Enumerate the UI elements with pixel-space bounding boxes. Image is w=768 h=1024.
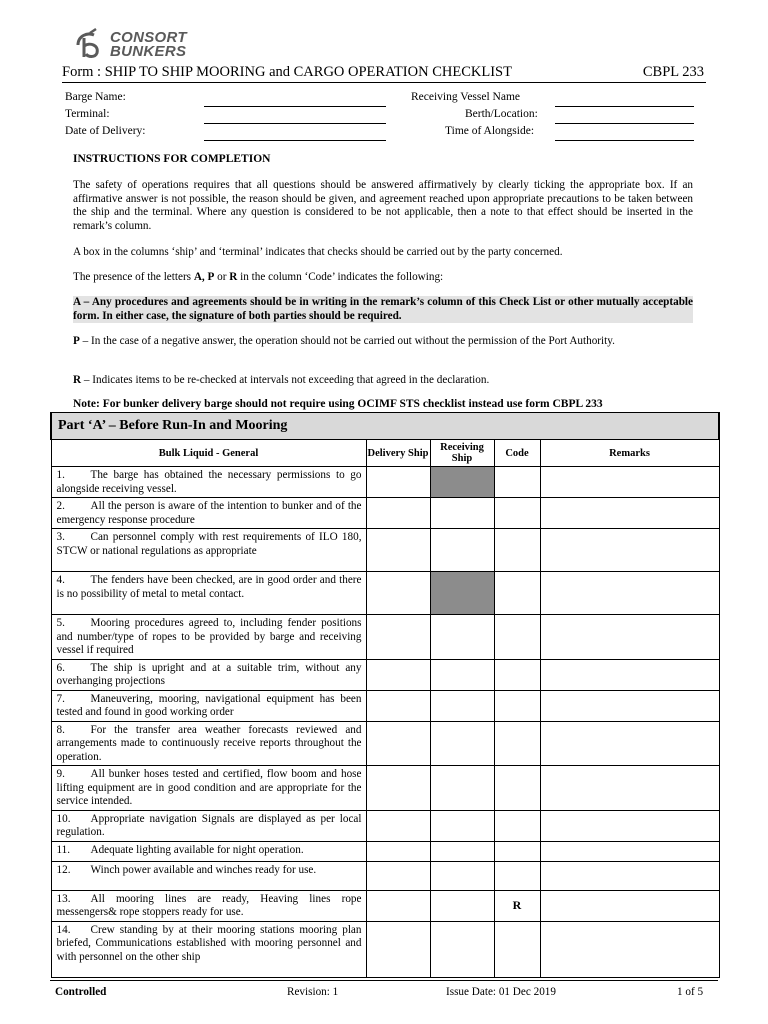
footer-page: 1 of 5 <box>677 986 704 998</box>
col-header-code: Code <box>494 440 540 467</box>
item-text: Mooring procedures agreed to, including fender positions and number/type of ropes to be provided by barge and receiving vessel if required <box>56 617 362 656</box>
receiving-ship-check[interactable] <box>430 861 494 890</box>
code-cell: R <box>494 890 540 921</box>
checklist-item <box>51 467 366 498</box>
receiving-ship-check[interactable] <box>430 615 494 660</box>
checklist-table <box>50 412 720 978</box>
receiving-ship-check[interactable] <box>430 921 494 977</box>
instructions-title: INSTRUCTIONS FOR COMPLETION <box>73 153 271 165</box>
checklist-item-body <box>52 660 366 690</box>
item-number: 7. <box>56 692 65 705</box>
receiving-ship-check[interactable] <box>430 841 494 861</box>
code-cell <box>494 659 540 690</box>
p3-r: R <box>229 271 238 283</box>
item-text: All bunker hoses tested and certified, flow boom and hose lifting equipment are in good condition and are appropriate for the service intended. <box>56 768 362 807</box>
barge-name-label: Barge Name: <box>65 91 126 103</box>
checklist-item-body <box>52 891 366 921</box>
checklist-row <box>51 467 719 498</box>
item-number: 1. <box>56 469 65 481</box>
item-number: 5. <box>56 617 65 629</box>
remarks-cell[interactable] <box>540 810 719 841</box>
item-text: For the transfer area weather forecasts reviewed and arrangements made to continuously receive reports throughout the operation. <box>56 723 362 763</box>
checklist-row <box>51 572 719 615</box>
checklist-row <box>51 615 719 660</box>
item-number: 12. <box>56 863 71 876</box>
receiving-ship-check[interactable] <box>430 529 494 572</box>
barge-name-field[interactable] <box>204 106 386 107</box>
time-of-alongside-label: Time of Alongside: <box>445 125 535 137</box>
item-number: 3. <box>56 531 65 543</box>
code-cell <box>494 467 540 498</box>
col-header-item: Bulk Liquid - General <box>51 440 366 467</box>
form-title: Form : SHIP TO SHIP MOORING and CARGO OPERATION CHECKLIST <box>62 64 512 80</box>
code-cell <box>494 841 540 861</box>
instructions-paragraph-1: The safety of operations requires that all questions should be answered affirmatively by clearly ticking the appropriate box. If an affirmative answer is not possible, the reason should be given, and agreement reached upon appropriate precautions to be taken between the ship and the terminal. Where any question is considered to be not applicable, then a note to that effect should be inserted in the remark’s column. <box>73 179 693 232</box>
checklist-item-body <box>52 862 366 879</box>
part-a-title: Part ‘A’ – Before Run-In and Mooring <box>51 413 719 440</box>
receiving-ship-check[interactable] <box>430 721 494 766</box>
date-of-delivery-field[interactable] <box>204 140 386 141</box>
form-code: CBPL 233 <box>642 64 704 80</box>
remarks-cell[interactable] <box>540 498 719 529</box>
code-p-label: P <box>73 335 80 347</box>
receiving-ship-check[interactable] <box>430 498 494 529</box>
checklist-item <box>51 498 366 529</box>
receiving-ship-check[interactable] <box>430 890 494 921</box>
berth-location-label: Berth/Location: <box>465 108 538 120</box>
checklist-row <box>51 921 719 977</box>
checklist-row <box>51 529 719 572</box>
checklist-row <box>51 861 719 890</box>
remarks-cell[interactable] <box>540 861 719 890</box>
footer-issue-date: Issue Date: 01 Dec 2019 <box>446 986 556 998</box>
receiving-ship-check <box>430 467 494 498</box>
logo-line-1: CONSORT <box>110 29 187 46</box>
checklist-item <box>51 861 366 890</box>
instructions-paragraph-3 <box>73 271 693 285</box>
delivery-ship-check[interactable] <box>366 921 430 977</box>
delivery-ship-check[interactable] <box>366 766 430 811</box>
remarks-cell[interactable] <box>540 572 719 615</box>
item-text: The barge has obtained the necessary permissions to go alongside receiving vessel. <box>56 469 362 495</box>
checklist-item-body <box>52 691 366 721</box>
code-a-description: A – Any procedures and agreements should be in writing in the remark’s column of this Check List or other mutually acceptable form. In either case, the signature of both parties should be required. <box>73 296 693 322</box>
item-text: All the person is aware of the intention to bunker and of the emergency response procedure <box>56 500 362 526</box>
logo-line-2: BUNKERS <box>110 43 187 60</box>
footer-divider <box>50 980 718 981</box>
remarks-cell[interactable] <box>540 921 719 977</box>
col-header-remarks: Remarks <box>540 440 719 467</box>
item-number: 4. <box>56 574 65 586</box>
code-p-text: – In the case of a negative answer, the operation should not be carried out without the permission of the Port Authority. <box>79 335 615 347</box>
checklist-item <box>51 890 366 921</box>
item-text: All mooring lines are ready, Heaving lines rope messengers& rope stoppers ready for use. <box>56 892 362 918</box>
checklist-item-body <box>52 498 366 528</box>
code-cell <box>494 529 540 572</box>
remarks-cell[interactable] <box>540 721 719 766</box>
item-number: 8. <box>56 723 65 736</box>
item-text: Winch power available and winches ready for use. <box>90 863 317 876</box>
remarks-cell[interactable] <box>540 467 719 498</box>
remarks-cell[interactable] <box>540 529 719 572</box>
code-cell <box>494 690 540 721</box>
code-cell <box>494 498 540 529</box>
instructions-paragraph-2: A box in the columns ‘ship’ and ‘terminal’ indicates that checks should be carried out by the party concerned. <box>73 246 563 258</box>
berth-location-field[interactable] <box>555 123 694 124</box>
checklist-item <box>51 921 366 977</box>
checklist-item-body <box>52 842 366 859</box>
receiving-ship-check[interactable] <box>430 659 494 690</box>
checklist-row <box>51 890 719 921</box>
delivery-ship-check[interactable] <box>366 572 430 615</box>
item-text: The fenders have been checked, are in good order and there is no possibility of metal to metal contact. <box>56 574 362 600</box>
checklist-row <box>51 498 719 529</box>
time-of-alongside-field[interactable] <box>555 140 694 141</box>
checklist-item-body <box>52 529 366 559</box>
remarks-cell[interactable] <box>540 766 719 811</box>
item-text: Appropriate navigation Signals are displayed as per local regulation. <box>56 812 362 838</box>
item-number: 6. <box>56 661 65 674</box>
form-title-bar <box>62 64 706 83</box>
checklist-row <box>51 810 719 841</box>
delivery-ship-check[interactable] <box>366 890 430 921</box>
code-r-label: R <box>73 374 82 386</box>
delivery-ship-check[interactable] <box>366 810 430 841</box>
checklist-item <box>51 766 366 811</box>
code-cell <box>494 721 540 766</box>
col-header-delivery-ship: Delivery Ship <box>366 440 430 467</box>
delivery-ship-check[interactable] <box>366 659 430 690</box>
receiving-ship-check[interactable] <box>430 766 494 811</box>
checklist-row <box>51 659 719 690</box>
checklist-item <box>51 659 366 690</box>
item-text: The ship is upright and at a suitable trim, without any overhanging projections <box>56 661 362 687</box>
remarks-cell[interactable] <box>540 659 719 690</box>
date-of-delivery-label: Date of Delivery: <box>65 125 146 137</box>
checklist-item <box>51 615 366 660</box>
item-text: Adequate lighting available for night operation. <box>90 843 304 856</box>
checklist-row <box>51 721 719 766</box>
terminal-field[interactable] <box>204 123 386 124</box>
item-number: 2. <box>56 500 65 512</box>
code-cell <box>494 921 540 977</box>
item-number: 10. <box>56 812 71 825</box>
checklist-row <box>51 766 719 811</box>
code-r-text: – Indicates items to be re-checked at intervals not exceeding that agreed in the declaration. <box>81 374 490 386</box>
p3-letters: A, P <box>193 271 215 283</box>
col-header-receiving-ship: Receiving Ship <box>430 440 494 467</box>
code-cell <box>494 766 540 811</box>
code-p-description <box>73 335 693 349</box>
checklist-row <box>51 690 719 721</box>
delivery-ship-check[interactable] <box>366 690 430 721</box>
delivery-ship-check[interactable] <box>366 841 430 861</box>
item-number: 13. <box>56 892 71 905</box>
checklist-item <box>51 721 366 766</box>
remarks-cell[interactable] <box>540 690 719 721</box>
receiving-vessel-name-field[interactable] <box>555 106 694 107</box>
code-cell <box>494 861 540 890</box>
delivery-ship-check[interactable] <box>366 467 430 498</box>
checklist-item-body <box>52 811 366 841</box>
logo-wordmark <box>110 31 187 59</box>
code-cell <box>494 572 540 615</box>
checklist-item-body <box>52 922 366 966</box>
checklist-row <box>51 841 719 861</box>
receiving-vessel-name-label: Receiving Vessel Name <box>411 91 521 103</box>
delivery-ship-check[interactable] <box>366 615 430 660</box>
checklist-item <box>51 572 366 615</box>
checklist-item-body <box>52 722 366 766</box>
bunker-note: Note: For bunker delivery barge should not require using OCIMF STS checklist instead use form CBPL 233 <box>73 398 603 410</box>
item-number: 9. <box>56 768 65 780</box>
p3-or: or <box>214 271 230 283</box>
receiving-ship-check[interactable] <box>430 690 494 721</box>
consort-logo-icon <box>70 27 106 63</box>
code-cell <box>494 810 540 841</box>
code-r-description <box>73 374 693 388</box>
item-number: 14. <box>56 923 71 936</box>
footer-status: Controlled <box>55 986 107 998</box>
receiving-ship-check[interactable] <box>430 810 494 841</box>
remarks-cell[interactable] <box>540 615 719 660</box>
delivery-ship-check[interactable] <box>366 529 430 572</box>
terminal-label: Terminal: <box>65 108 110 120</box>
delivery-ship-check[interactable] <box>366 861 430 890</box>
item-text: Crew standing by at their mooring stations mooring plan briefed, Communications established with mooring personnel and with personnel on the other ship <box>56 923 362 963</box>
checklist-item-body <box>52 572 366 602</box>
checklist-item <box>51 810 366 841</box>
checklist-item <box>51 529 366 572</box>
checklist-item-body <box>52 467 366 497</box>
company-logo <box>70 26 187 64</box>
checklist-item-body <box>52 766 366 810</box>
checklist-item <box>51 841 366 861</box>
p3-pre: The presence of the letters <box>73 271 194 283</box>
item-text: Can personnel comply with rest requirements of ILO 180, STCW or national regulations as appropriate <box>56 531 362 557</box>
receiving-ship-check <box>430 572 494 615</box>
checklist-item-body <box>52 615 366 659</box>
item-text: Maneuvering, mooring, navigational equipment has been tested and found in good working order <box>56 692 362 718</box>
footer-revision: Revision: 1 <box>287 986 339 998</box>
checklist-item <box>51 690 366 721</box>
delivery-ship-check[interactable] <box>366 498 430 529</box>
code-cell <box>494 615 540 660</box>
p3-post: in the column ‘Code’ indicates the following: <box>237 271 444 283</box>
delivery-ship-check[interactable] <box>366 721 430 766</box>
item-number: 11. <box>56 843 71 856</box>
remarks-cell[interactable] <box>540 841 719 861</box>
remarks-cell[interactable] <box>540 890 719 921</box>
